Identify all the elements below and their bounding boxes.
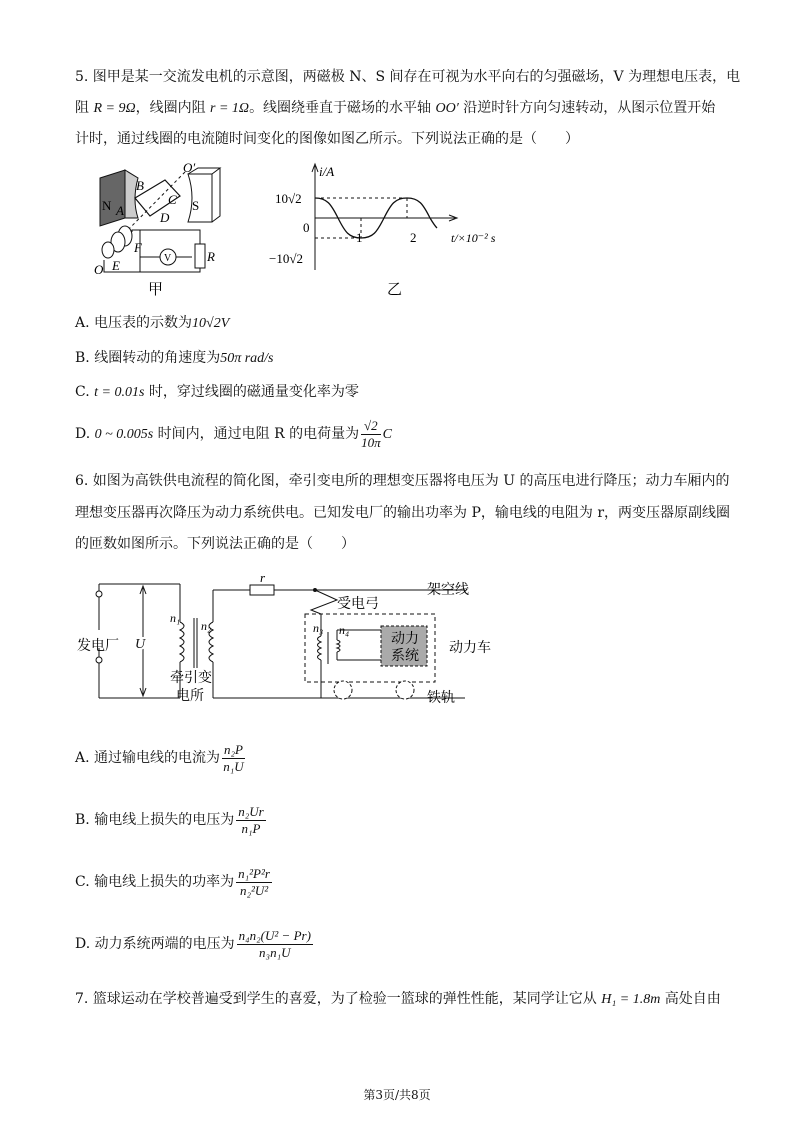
label-r: r bbox=[260, 570, 266, 585]
q6-option-a-text: A. 通过输电线的电流为 bbox=[75, 750, 221, 766]
q6-option-d-fraction bbox=[237, 928, 313, 961]
frac-denominator: n₁U bbox=[223, 758, 244, 774]
label-D: D bbox=[160, 210, 170, 225]
q7-line-1 bbox=[75, 988, 721, 1008]
q6-option-a bbox=[75, 738, 247, 778]
graph-y-bottom: −10√2 bbox=[269, 251, 303, 266]
frac-numerator: n₂Ur bbox=[238, 803, 264, 819]
q5-line-3: 计时，通过线圈的电流随时间变化的图像如图乙所示。下列说法正确的是（ ） bbox=[75, 131, 579, 147]
q5-option-c-label: C. bbox=[75, 384, 95, 400]
graph-y-top: 10√2 bbox=[275, 191, 302, 206]
label-power-plant: 发电厂 bbox=[77, 639, 119, 654]
frac-denominator: 10π bbox=[361, 434, 381, 450]
label-A: A bbox=[116, 203, 124, 218]
q5-option-a-value: 10√2V bbox=[192, 316, 230, 331]
label-substation-2: 电所 bbox=[176, 689, 204, 704]
q7-line-1a: 7. 篮球运动在学校普遍受到学生的喜爱，为了检验一篮球的弹性性能，某同学让它从 bbox=[75, 991, 602, 1007]
q5-option-d-label: D. bbox=[75, 426, 95, 442]
q5-option-a-text: A. 电压表的示数为 bbox=[75, 315, 193, 331]
q6-option-c-text: C. 输电线上损失的功率为 bbox=[75, 874, 235, 890]
label-n2: n₂ bbox=[201, 619, 212, 633]
label-N: N bbox=[102, 198, 112, 213]
line-resistor-r bbox=[250, 585, 274, 595]
power-supply-diagram bbox=[75, 570, 495, 710]
graph-x-tick-2: 2 bbox=[410, 230, 417, 245]
label-B: B bbox=[136, 178, 144, 193]
caption-yi: 乙 bbox=[387, 282, 403, 298]
q5-option-a bbox=[75, 312, 229, 332]
label-n1: n₁ bbox=[170, 611, 181, 625]
q6-option-a-fraction bbox=[222, 742, 245, 775]
q7-line-1b: 高处自由 bbox=[660, 991, 721, 1007]
graph-x-tick-1: 1 bbox=[356, 230, 363, 245]
frac-denominator: n₃n₁U bbox=[259, 944, 291, 960]
q6-option-b-fraction bbox=[236, 804, 265, 837]
label-V: V bbox=[164, 253, 172, 264]
label-R: R bbox=[207, 249, 215, 264]
label-C: C bbox=[168, 192, 177, 207]
q5-line-2a: 阻 bbox=[75, 100, 94, 116]
q6-option-c bbox=[75, 862, 274, 902]
label-power-car: 动力车 bbox=[449, 641, 491, 656]
label-O: O bbox=[94, 262, 104, 277]
q5-option-c bbox=[75, 381, 359, 401]
frac-denominator: n₁P bbox=[241, 820, 261, 836]
q5-option-d-text: 时间内，通过电阻 R 的电荷量为 bbox=[153, 426, 360, 442]
graph-xlabel: t/×10⁻² s bbox=[451, 231, 496, 245]
label-F: F bbox=[134, 240, 142, 255]
q6-option-b-text: B. 输电线上损失的电压为 bbox=[75, 812, 235, 828]
frac-denominator: n₂²U² bbox=[239, 882, 269, 898]
q5-resistance-R: R = 9Ω bbox=[93, 101, 136, 116]
wheel-icon bbox=[334, 681, 352, 699]
graph-y-zero: 0 bbox=[303, 220, 310, 235]
q5-option-c-time: t = 0.01s bbox=[94, 385, 145, 400]
label-catenary: 架空线 bbox=[427, 583, 469, 598]
q5-line-2b: ，线圈内阻 bbox=[135, 100, 211, 116]
caption-jia: 甲 bbox=[148, 282, 164, 298]
frac-numerator: n₁²P²r bbox=[238, 865, 270, 881]
label-n3: n₃ bbox=[313, 621, 324, 635]
q5-option-d-fraction bbox=[361, 418, 381, 451]
q6-option-c-fraction bbox=[236, 866, 272, 899]
q5-resistance-r: r = 1Ω bbox=[210, 101, 250, 116]
q6-option-b bbox=[75, 800, 268, 840]
q5-option-c-text: 时，穿过线圈的磁通量变化率为零 bbox=[144, 384, 359, 400]
label-n4: n₄ bbox=[339, 623, 350, 637]
q5-option-d-range: 0 ~ 0.005s bbox=[94, 427, 154, 442]
q6-option-d bbox=[75, 924, 315, 964]
frac-numerator: n₄n₂(U² − Pr) bbox=[238, 927, 311, 943]
frac-numerator: √2 bbox=[361, 418, 381, 435]
label-O-prime: O′ bbox=[183, 160, 196, 175]
q5-option-d-unit: C bbox=[382, 427, 392, 442]
q5-option-b bbox=[75, 347, 274, 367]
q5-axis: OO′ bbox=[435, 101, 459, 116]
q5-option-d bbox=[75, 414, 392, 454]
label-system-1: 动力 bbox=[391, 632, 419, 647]
label-S: S bbox=[192, 198, 200, 213]
wheel-icon bbox=[396, 681, 414, 699]
q5-option-b-value: 50π rad/s bbox=[220, 351, 274, 366]
current-graph bbox=[265, 160, 515, 300]
label-pantograph: 受电弓 bbox=[337, 597, 379, 612]
q6-line-2: 理想变压器再次降压为动力系统供电。已知发电厂的输出功率为 P，输电线的电阻为 r，两变压器原副线圈 bbox=[75, 505, 731, 521]
q5-line-2 bbox=[75, 97, 715, 117]
q5-line-2d: 沿逆时针方向匀速转动，从图示位置开始 bbox=[458, 100, 716, 116]
q5-line-2c: 。线圈绕垂直于磁场的水平轴 bbox=[249, 100, 436, 116]
label-E: E bbox=[112, 258, 120, 273]
label-U: U bbox=[135, 637, 146, 652]
graph-ylabel: i/A bbox=[319, 164, 335, 179]
q6-line-1: 6. 如图为高铁供电流程的简化图，牵引变电所的理想变压器将电压为 U 的高压电进行降压；动力车厢内的 bbox=[75, 473, 730, 489]
resistor-R bbox=[195, 244, 205, 268]
q5-option-b-text: B. 线圈转动的角速度为 bbox=[75, 350, 221, 366]
label-substation-1: 牵引变 bbox=[170, 671, 212, 686]
generator-figure bbox=[80, 160, 230, 300]
q5-line-1: 5. 图甲是某一交流发电机的示意图，两磁极 N、S 间存在可视为水平向右的匀强磁场，V 为理想电压表，电 bbox=[75, 69, 741, 85]
label-rail: 铁轨 bbox=[427, 691, 455, 706]
label-system-2: 系统 bbox=[391, 649, 419, 664]
frac-numerator: n₂P bbox=[224, 741, 243, 757]
q7-height: H₁ = 1.8m bbox=[601, 992, 661, 1007]
q6-line-3: 的匝数如图所示。下列说法正确的是（ ） bbox=[75, 536, 355, 552]
page-footer: 第3页/共8页 bbox=[363, 1088, 431, 1102]
q6-option-d-text: D. 动力系统两端的电压为 bbox=[75, 936, 235, 952]
